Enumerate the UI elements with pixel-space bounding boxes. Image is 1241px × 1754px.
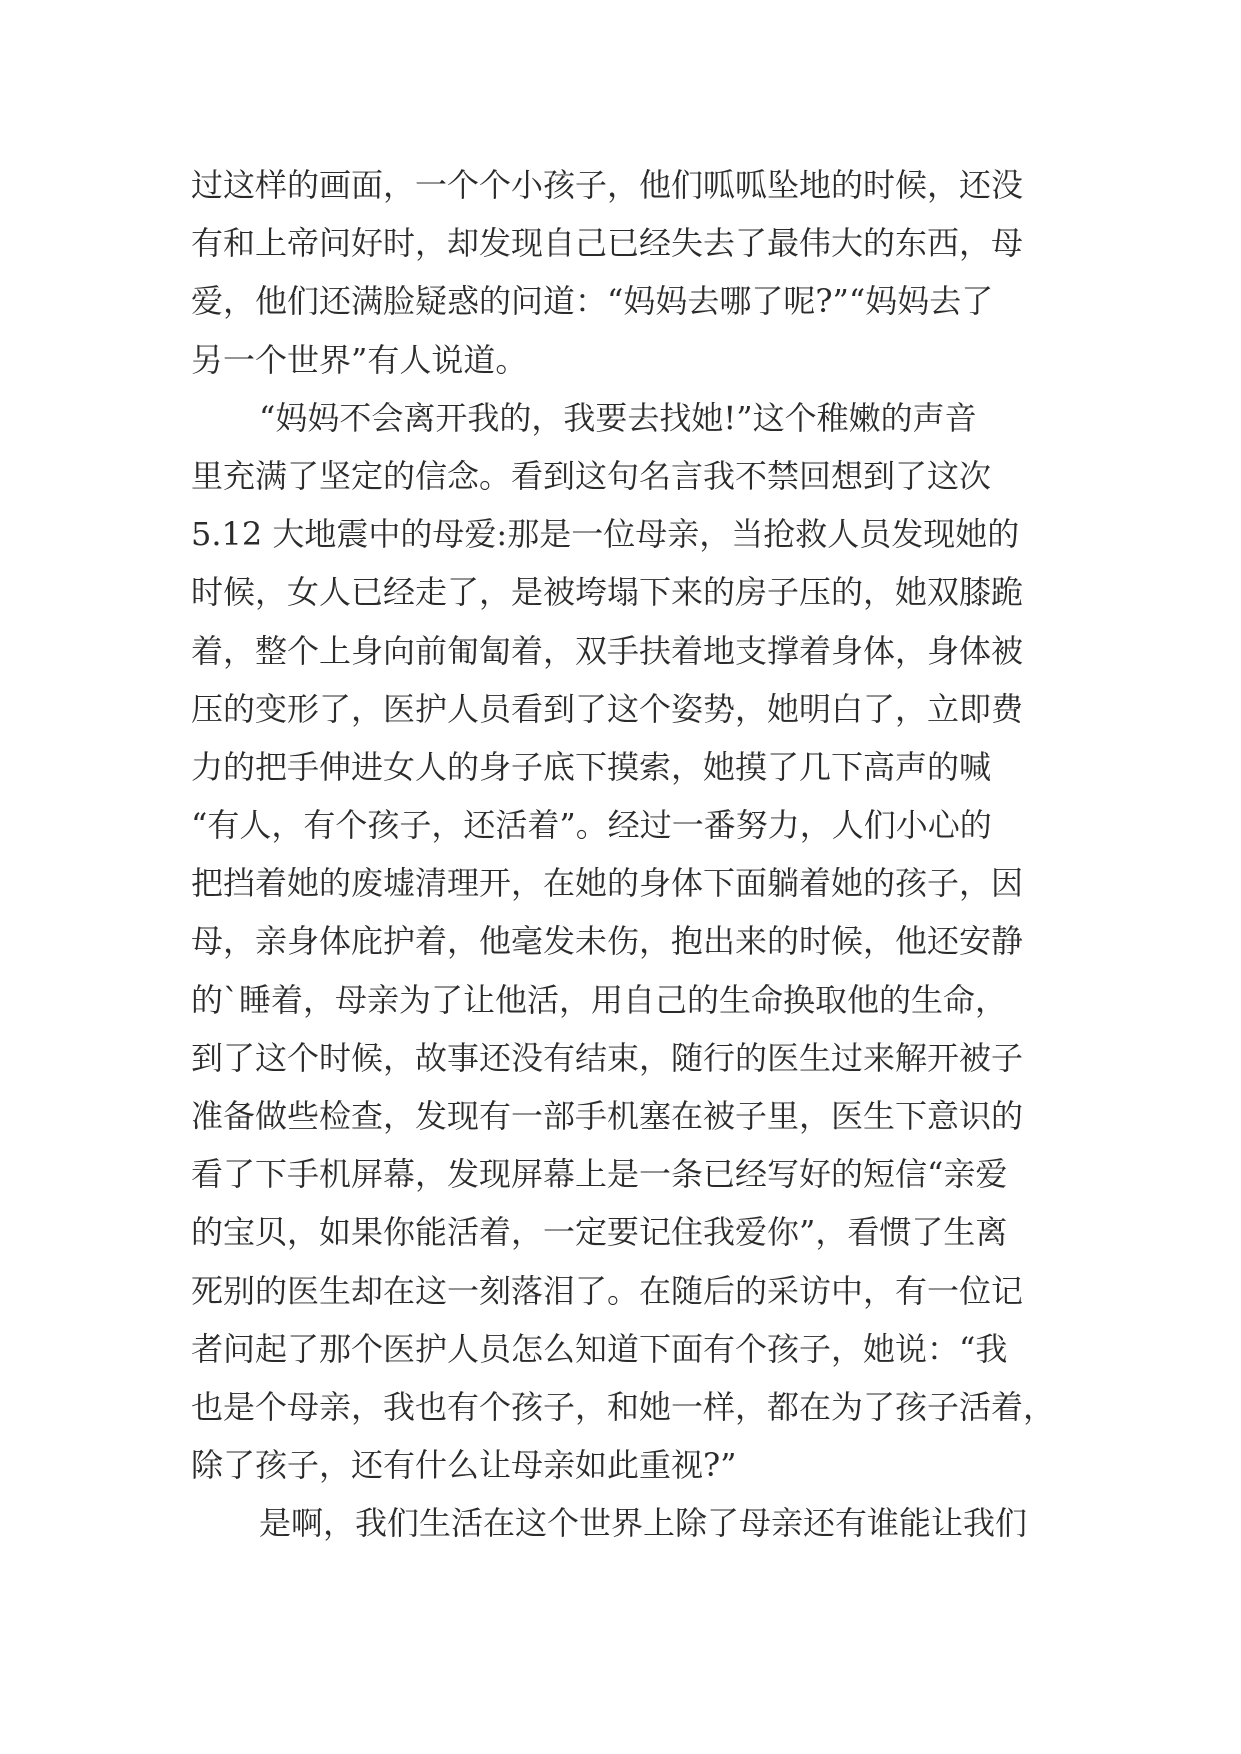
text-line: 时候，女人已经走了，是被垮塌下来的房子压的，她双膝跪 <box>191 573 1024 612</box>
text-line: 里充满了坚定的信念。看到这句名言我不禁回想到了这次 <box>191 456 992 495</box>
text-line: “有人，有个孩子，还活着”。经过一番努力，人们小心的 <box>191 806 992 845</box>
text-line: 爱，他们还满脸疑惑的问道：“妈妈去哪了呢?”“妈妈去了 <box>191 282 994 321</box>
text-line: 准备做些检查，发现有一部手机塞在被子里，医生下意识的 <box>191 1097 1024 1135</box>
text-line: 把挡着她的废墟清理开，在她的身体下面躺着她的孩子，因 <box>191 864 1024 903</box>
text-line: 有和上帝问好时，却发现自己已经失去了最伟大的东西，母 <box>191 224 1024 263</box>
text-line: 者问起了那个医护人员怎么知道下面有个孩子，她说：“我 <box>191 1329 1008 1368</box>
text-line: 着，整个上身向前匍匐着，双手扶着地支撑着身体，身体被 <box>191 631 1024 670</box>
text-line: 的宝贝，如果你能活着，一定要记住我爱你”，看惯了生离 <box>191 1213 1008 1252</box>
body-text <box>191 156 1071 1553</box>
text-line: “妈妈不会离开我的，我要去找她!”这个稚嫩的声音 <box>259 398 977 437</box>
text-line: 母，亲身体庇护着，他毫发未伤，抱出来的时候，他还安静 <box>191 922 1024 961</box>
text-line: 是啊，我们生活在这个世界上除了母亲还有谁能让我们 <box>259 1504 1028 1543</box>
text-line: 看了下手机屏幕，发现屏幕上是一条已经写好的短信“亲爱 <box>191 1155 1008 1194</box>
text-line: 的`睡着，母亲为了让他活，用自己的生命换取他的生命， <box>191 980 1008 1019</box>
text-line: 力的把手伸进女人的身子底下摸索，她摸了几下高声的喊 <box>191 747 992 786</box>
text-line: 死别的医生却在这一刻落泪了。在随后的采访中，有一位记 <box>191 1271 1024 1310</box>
text-line: 另一个世界”有人说道。 <box>191 340 528 379</box>
text-line: 除了孩子，还有什么让母亲如此重视?” <box>191 1446 737 1485</box>
text-line: 过这样的画面，一个个小孩子，他们呱呱坠地的时候，还没 <box>191 166 1024 204</box>
text-line: 5.12 大地震中的母爱:那是一位母亲，当抢救人员发现她的 <box>191 515 1020 554</box>
text-line: 也是个母亲，我也有个孩子，和她一样，都在为了孩子活着， <box>191 1387 1056 1426</box>
text-line: 到了这个时候，故事还没有结束，随行的医生过来解开被子 <box>191 1038 1024 1077</box>
text-line: 压的变形了，医护人员看到了这个姿势，她明白了，立即费 <box>191 689 1024 728</box>
